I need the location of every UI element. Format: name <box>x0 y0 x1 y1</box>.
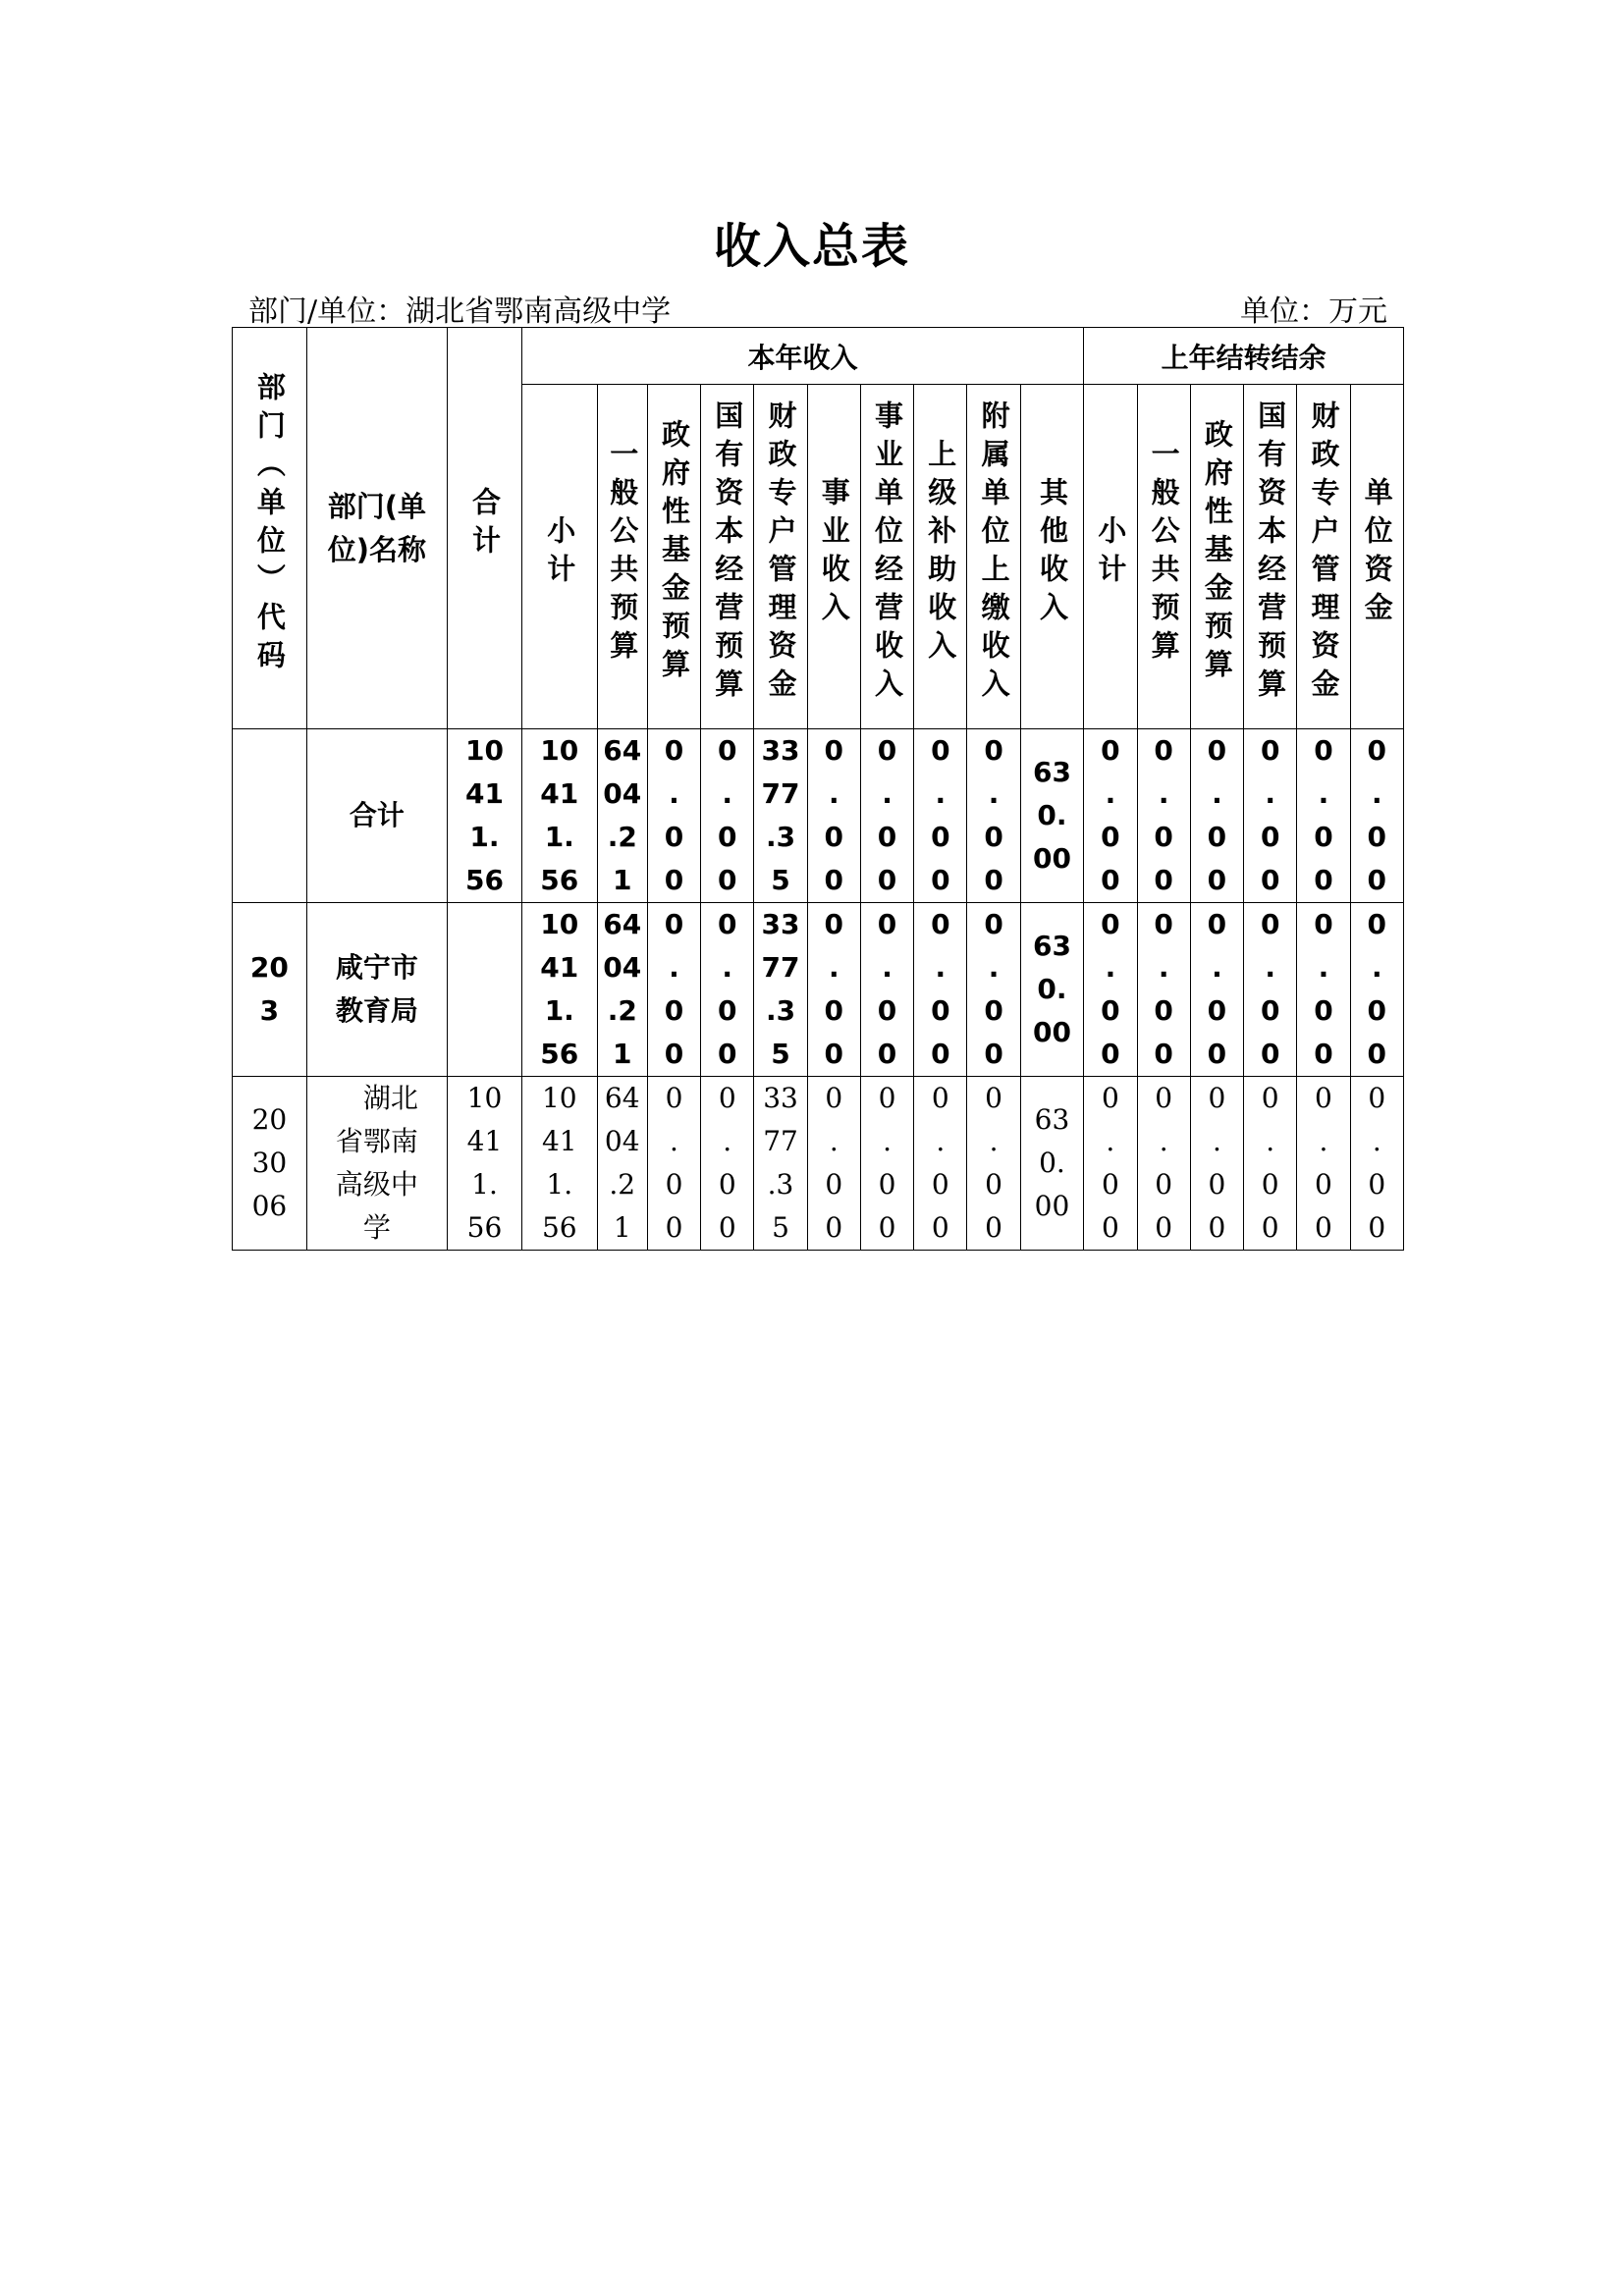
cell-carryover-5: 0 . 0 0 <box>1350 903 1403 1077</box>
cell-carryover-1: 0 . 0 0 <box>1137 729 1190 903</box>
cell-total <box>448 903 522 1077</box>
cell-current-0: 10 41 1. 56 <box>521 903 597 1077</box>
cell-current-3: 0 . 0 0 <box>701 1077 754 1251</box>
cell-current-4: 33 77 .3 5 <box>754 1077 807 1251</box>
cell-carryover-1: 0 . 0 0 <box>1137 903 1190 1077</box>
header-current-col-8: 附属单位上缴收入 <box>967 385 1020 729</box>
table-row <box>233 903 1404 1077</box>
header-current-col-0: 小计 <box>521 385 597 729</box>
department-label: 部门/单位：湖北省鄂南高级中学 <box>248 294 672 329</box>
cell-total: 10 41 1. 56 <box>448 1077 522 1251</box>
cell-current-8: 0 . 0 0 <box>967 729 1020 903</box>
cell-current-9: 63 0. 00 <box>1020 1077 1084 1251</box>
cell-code: 20 3 <box>233 903 307 1077</box>
header-current-col-5: 事业收入 <box>807 385 860 729</box>
table-meta <box>248 287 1387 330</box>
cell-carryover-5: 0 . 0 0 <box>1350 729 1403 903</box>
header-carryover-col-2: 政府性基金预算 <box>1190 385 1243 729</box>
cell-current-9: 63 0. 00 <box>1020 903 1084 1077</box>
cell-current-8: 0 . 0 0 <box>967 903 1020 1077</box>
cell-carryover-3: 0 . 0 0 <box>1244 903 1297 1077</box>
cell-name: 合计 <box>306 729 447 903</box>
header-name: 部门(单位)名称 <box>306 328 447 729</box>
cell-current-8: 0 . 0 0 <box>967 1077 1020 1251</box>
header-code: 部门（单位）代码 <box>233 328 307 729</box>
header-carryover-col-0: 小计 <box>1084 385 1137 729</box>
cell-carryover-1: 0 . 0 0 <box>1137 1077 1190 1251</box>
header-current-col-7: 上级补助收入 <box>914 385 967 729</box>
header-current-col-1: 一般公共预算 <box>597 385 647 729</box>
cell-current-3: 0 . 0 0 <box>701 903 754 1077</box>
header-total: 合计 <box>448 328 522 729</box>
page-title: 收入总表 <box>713 219 910 274</box>
cell-current-7: 0 . 0 0 <box>914 729 967 903</box>
cell-current-7: 0 . 0 0 <box>914 903 967 1077</box>
cell-code <box>233 729 307 903</box>
cell-current-1: 64 04 .2 1 <box>597 1077 647 1251</box>
cell-current-2: 0 . 0 0 <box>647 729 700 903</box>
cell-name: 湖北 省鄂南 高级中 学 <box>306 1077 447 1251</box>
cell-current-6: 0 . 0 0 <box>860 729 913 903</box>
cell-name: 咸宁市 教育局 <box>306 903 447 1077</box>
cell-carryover-4: 0 . 0 0 <box>1297 1077 1350 1251</box>
header-group-carryover: 上年结转结余 <box>1084 328 1404 385</box>
cell-carryover-2: 0 . 0 0 <box>1190 1077 1243 1251</box>
cell-carryover-0: 0 . 0 0 <box>1084 1077 1137 1251</box>
cell-code: 20 30 06 <box>233 1077 307 1251</box>
cell-current-5: 0 . 0 0 <box>807 903 860 1077</box>
table-row <box>233 729 1404 903</box>
cell-current-6: 0 . 0 0 <box>860 1077 913 1251</box>
cell-carryover-0: 0 . 0 0 <box>1084 903 1137 1077</box>
cell-current-7: 0 . 0 0 <box>914 1077 967 1251</box>
income-summary-table <box>232 327 1404 1251</box>
unit-label: 单位：万元 <box>1240 294 1387 329</box>
header-current-col-9: 其他收入 <box>1020 385 1084 729</box>
header-current-col-2: 政府性基金预算 <box>647 385 700 729</box>
cell-carryover-3: 0 . 0 0 <box>1244 1077 1297 1251</box>
cell-carryover-2: 0 . 0 0 <box>1190 729 1243 903</box>
cell-total: 10 41 1. 56 <box>448 729 522 903</box>
cell-carryover-3: 0 . 0 0 <box>1244 729 1297 903</box>
header-group-current: 本年收入 <box>521 328 1083 385</box>
header-carryover-col-4: 财政专户管理资金 <box>1297 385 1350 729</box>
header-carryover-col-5: 单位资金 <box>1350 385 1403 729</box>
cell-carryover-4: 0 . 0 0 <box>1297 729 1350 903</box>
cell-current-9: 63 0. 00 <box>1020 729 1084 903</box>
cell-current-0: 10 41 1. 56 <box>521 1077 597 1251</box>
cell-current-2: 0 . 0 0 <box>647 903 700 1077</box>
header-carryover-col-3: 国有资本经营预算 <box>1244 385 1297 729</box>
cell-carryover-4: 0 . 0 0 <box>1297 903 1350 1077</box>
cell-carryover-0: 0 . 0 0 <box>1084 729 1137 903</box>
cell-current-3: 0 . 0 0 <box>701 729 754 903</box>
cell-current-1: 64 04 .2 1 <box>597 729 647 903</box>
cell-current-2: 0 . 0 0 <box>647 1077 700 1251</box>
cell-current-0: 10 41 1. 56 <box>521 729 597 903</box>
cell-current-4: 33 77 .3 5 <box>754 903 807 1077</box>
cell-current-5: 0 . 0 0 <box>807 729 860 903</box>
cell-current-5: 0 . 0 0 <box>807 1077 860 1251</box>
cell-current-1: 64 04 .2 1 <box>597 903 647 1077</box>
cell-carryover-5: 0 . 0 0 <box>1350 1077 1403 1251</box>
header-carryover-col-1: 一般公共预算 <box>1137 385 1190 729</box>
cell-current-4: 33 77 .3 5 <box>754 729 807 903</box>
cell-current-6: 0 . 0 0 <box>860 903 913 1077</box>
cell-carryover-2: 0 . 0 0 <box>1190 903 1243 1077</box>
header-current-col-4: 财政专户管理资金 <box>754 385 807 729</box>
table-row <box>233 1077 1404 1251</box>
header-current-col-6: 事业单位经营收入 <box>860 385 913 729</box>
header-current-col-3: 国有资本经营预算 <box>701 385 754 729</box>
